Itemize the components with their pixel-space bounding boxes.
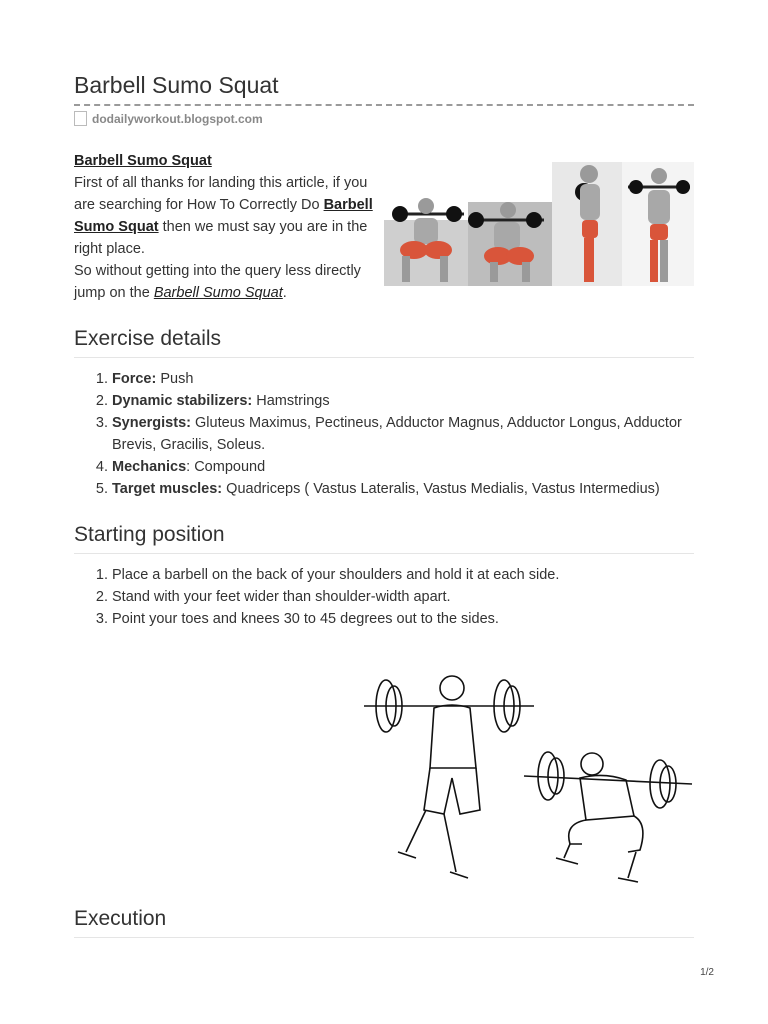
detail-label: Force: bbox=[112, 371, 157, 387]
intro-line2-end: . bbox=[282, 285, 287, 301]
list-item bbox=[112, 390, 694, 412]
page-title: Barbell Sumo Squat bbox=[74, 72, 279, 98]
favicon-icon bbox=[74, 111, 87, 126]
standing-lifter-figure bbox=[364, 676, 534, 878]
intro-italic-link[interactable]: Barbell Sumo Squat bbox=[153, 285, 283, 301]
detail-value: : Compound bbox=[186, 459, 266, 475]
muscle-anatomy-illustration bbox=[384, 162, 694, 286]
intro-line2: So without getting into the query less directly jump on the bbox=[74, 263, 361, 301]
detail-label: Target muscles: bbox=[112, 481, 223, 497]
intro-line1-end: then we must say you are in the right place. bbox=[74, 219, 368, 257]
list-item bbox=[112, 412, 694, 456]
intro-paragraph-1 bbox=[74, 172, 374, 260]
list-item bbox=[112, 368, 694, 390]
sumo-squat-line-drawing bbox=[364, 668, 694, 892]
list-item: 2. Stand with your feet wider than shoulder-width apart. bbox=[112, 586, 694, 608]
detail-value: Hamstrings bbox=[252, 393, 330, 409]
list-item: 1. Place a barbell on the back of your shoulders and hold it at each side. bbox=[112, 564, 694, 586]
exercise-details-list bbox=[74, 368, 694, 500]
squatting-lifter-figure bbox=[524, 752, 692, 882]
list-item bbox=[112, 456, 694, 478]
list-item bbox=[112, 478, 694, 500]
intro-paragraph-2 bbox=[74, 260, 374, 304]
detail-value: Push bbox=[156, 371, 194, 387]
intro-line1: First of all thanks for landing this article, if you are searching for How To Correctly Do bbox=[74, 175, 368, 213]
list-item: 3. Point your toes and knees 30 to 45 degrees out to the sides. bbox=[112, 608, 694, 630]
intro-bold-link[interactable]: Barbell Sumo Squat bbox=[74, 197, 373, 235]
source-line bbox=[74, 111, 263, 126]
detail-label: Mechanics bbox=[112, 459, 187, 475]
starting-position-list bbox=[74, 564, 694, 630]
detail-label: Synergists: bbox=[112, 415, 191, 431]
intro-heading-link[interactable]: Barbell Sumo Squat bbox=[74, 153, 212, 169]
exercise-details-heading: Exercise details bbox=[74, 327, 694, 358]
page-number: 1/2 bbox=[700, 967, 714, 978]
detail-value: Quadriceps ( Vastus Lateralis, Vastus Medialis, Vastus Intermedius) bbox=[222, 481, 660, 497]
starting-position-heading: Starting position bbox=[74, 523, 694, 554]
source-domain[interactable]: dodailyworkout.blogspot.com bbox=[92, 111, 263, 126]
title-divider bbox=[74, 104, 694, 106]
intro-text bbox=[74, 150, 374, 304]
execution-heading: Execution bbox=[74, 907, 694, 938]
detail-label: Dynamic stabilizers: bbox=[112, 393, 253, 409]
detail-value: Gluteus Maximus, Pectineus, Adductor Magnus, Adductor Longus, Adductor Brevis, Gracilis, Soleus. bbox=[112, 415, 682, 453]
